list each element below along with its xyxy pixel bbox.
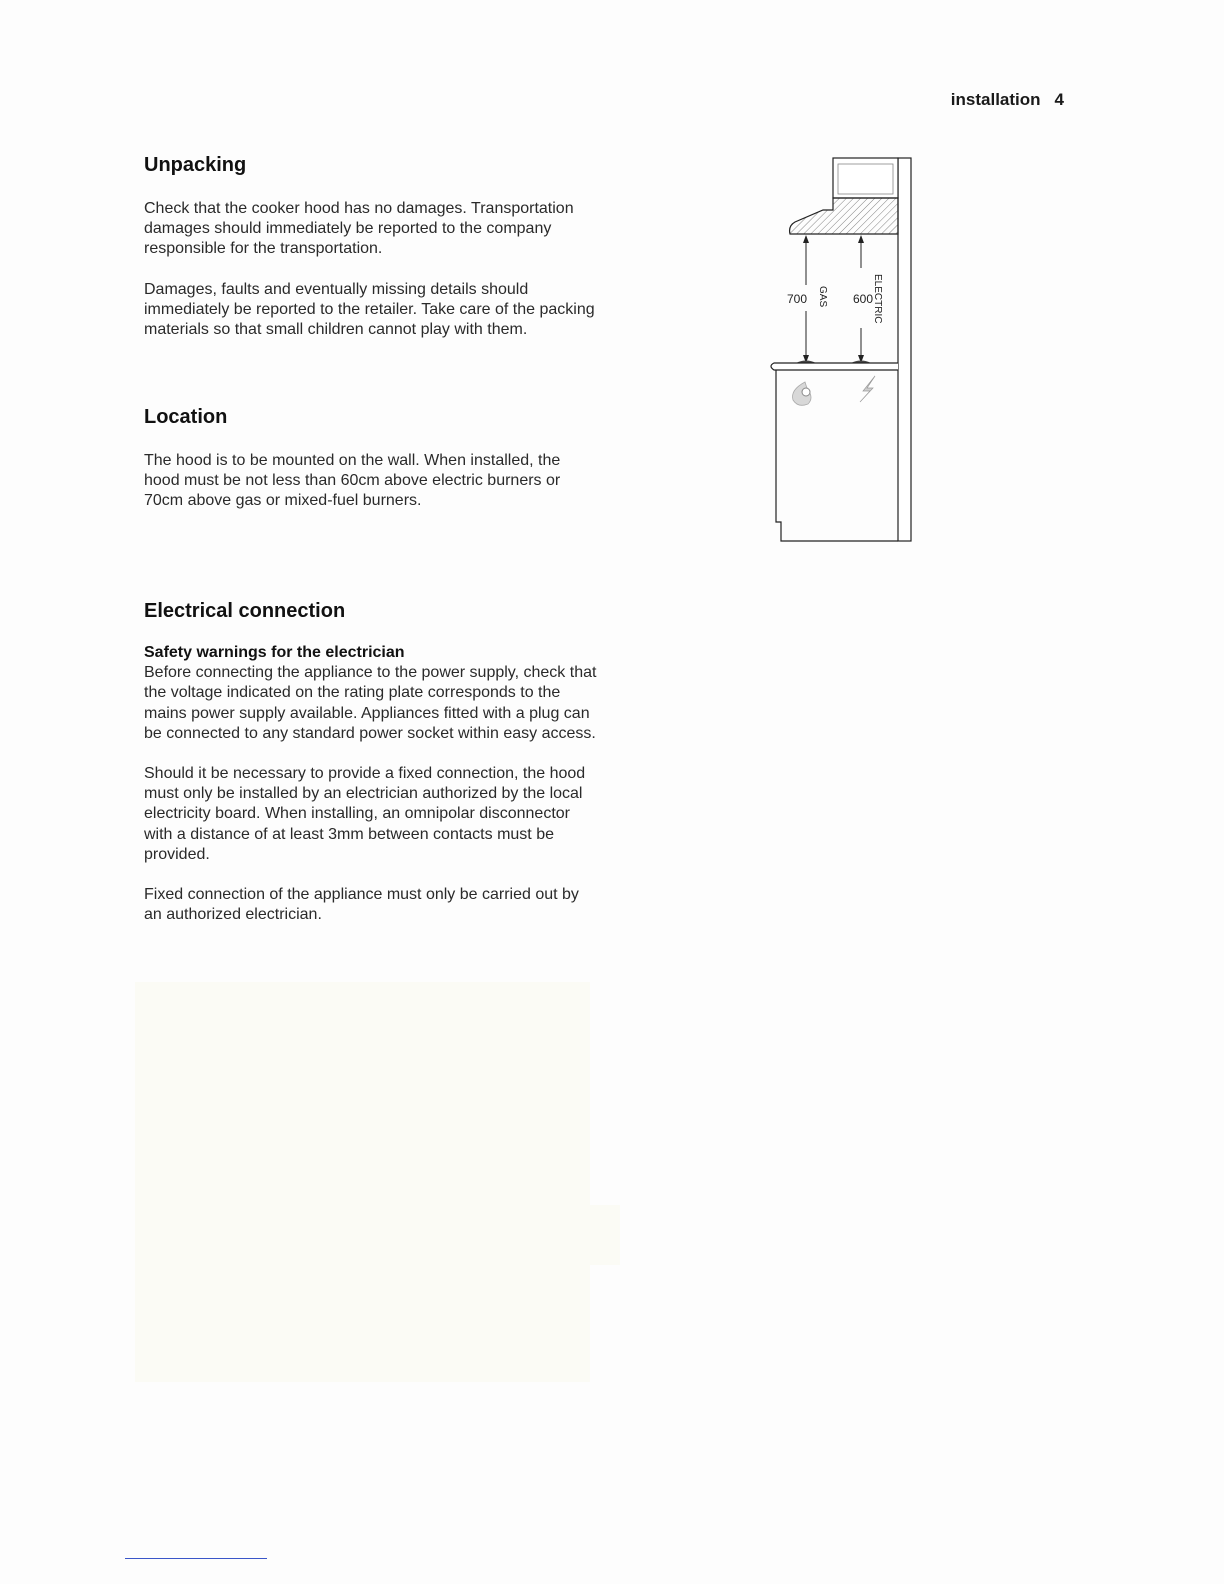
electric-value: 600 xyxy=(852,292,873,306)
unpacking-paragraph-2: Damages, faults and eventually missing details should immediately be reported to the retailer. Take care of the packing materials so that small children cannot play with them. xyxy=(144,280,595,339)
unpacking-section xyxy=(144,154,599,360)
electric-label: ELECTRIC xyxy=(872,274,883,324)
electrical-paragraph-1 xyxy=(144,643,599,744)
location-section xyxy=(144,406,599,532)
wall-shape xyxy=(898,158,911,541)
section-title: installation xyxy=(950,90,1041,109)
page-number: 4 xyxy=(1054,90,1064,109)
electrical-heading: Electrical connection xyxy=(144,600,346,622)
electrical-subheading: Safety warnings for the electrician xyxy=(144,644,405,661)
hood-canopy xyxy=(790,198,898,234)
gas-value: 700 xyxy=(786,292,807,306)
location-heading: Location xyxy=(144,406,228,428)
electrical-section xyxy=(144,600,599,945)
faint-background-area xyxy=(135,982,590,1382)
electric-arrow-up xyxy=(858,235,864,243)
electrical-paragraph-2: Should it be necessary to provide a fixed connection, the hood must only be installed by an electrician authorized by the local electricity board. When installing, an omnipolar disconnector with a distance of at least 3mm between contacts must be provided. xyxy=(144,765,586,863)
gas-arrow-up xyxy=(803,235,809,243)
countertop xyxy=(771,363,898,370)
hood-installation-diagram xyxy=(760,150,930,550)
unpacking-heading: Unpacking xyxy=(144,154,247,176)
gas-flame-icon xyxy=(793,382,812,405)
page-header xyxy=(951,90,1064,110)
electrical-paragraph-1-text: Before connecting the appliance to the power supply, check that the voltage indicated on the rating plate corresponds to the mains power supply available. Appliances fitted with a plug can be connected to any standard power socket within easy access. xyxy=(144,664,597,742)
unpacking-paragraph-1: Check that the cooker hood has no damages. Transportation damages should immediately be reported to the company responsible for the transportation. xyxy=(144,200,574,258)
gas-label: GAS xyxy=(817,286,828,308)
location-paragraph-1: The hood is to be mounted on the wall. When installed, the hood must be not less than 60cm above electric burners or 70cm above gas or mixed-fuel burners. xyxy=(144,452,561,510)
footnote-rule xyxy=(125,1558,267,1559)
electric-lightning-icon xyxy=(860,376,875,402)
electrical-paragraph-3: Fixed connection of the appliance must only be carried out by an authorized electrician. xyxy=(144,886,579,924)
faint-background-tab xyxy=(585,1205,620,1265)
